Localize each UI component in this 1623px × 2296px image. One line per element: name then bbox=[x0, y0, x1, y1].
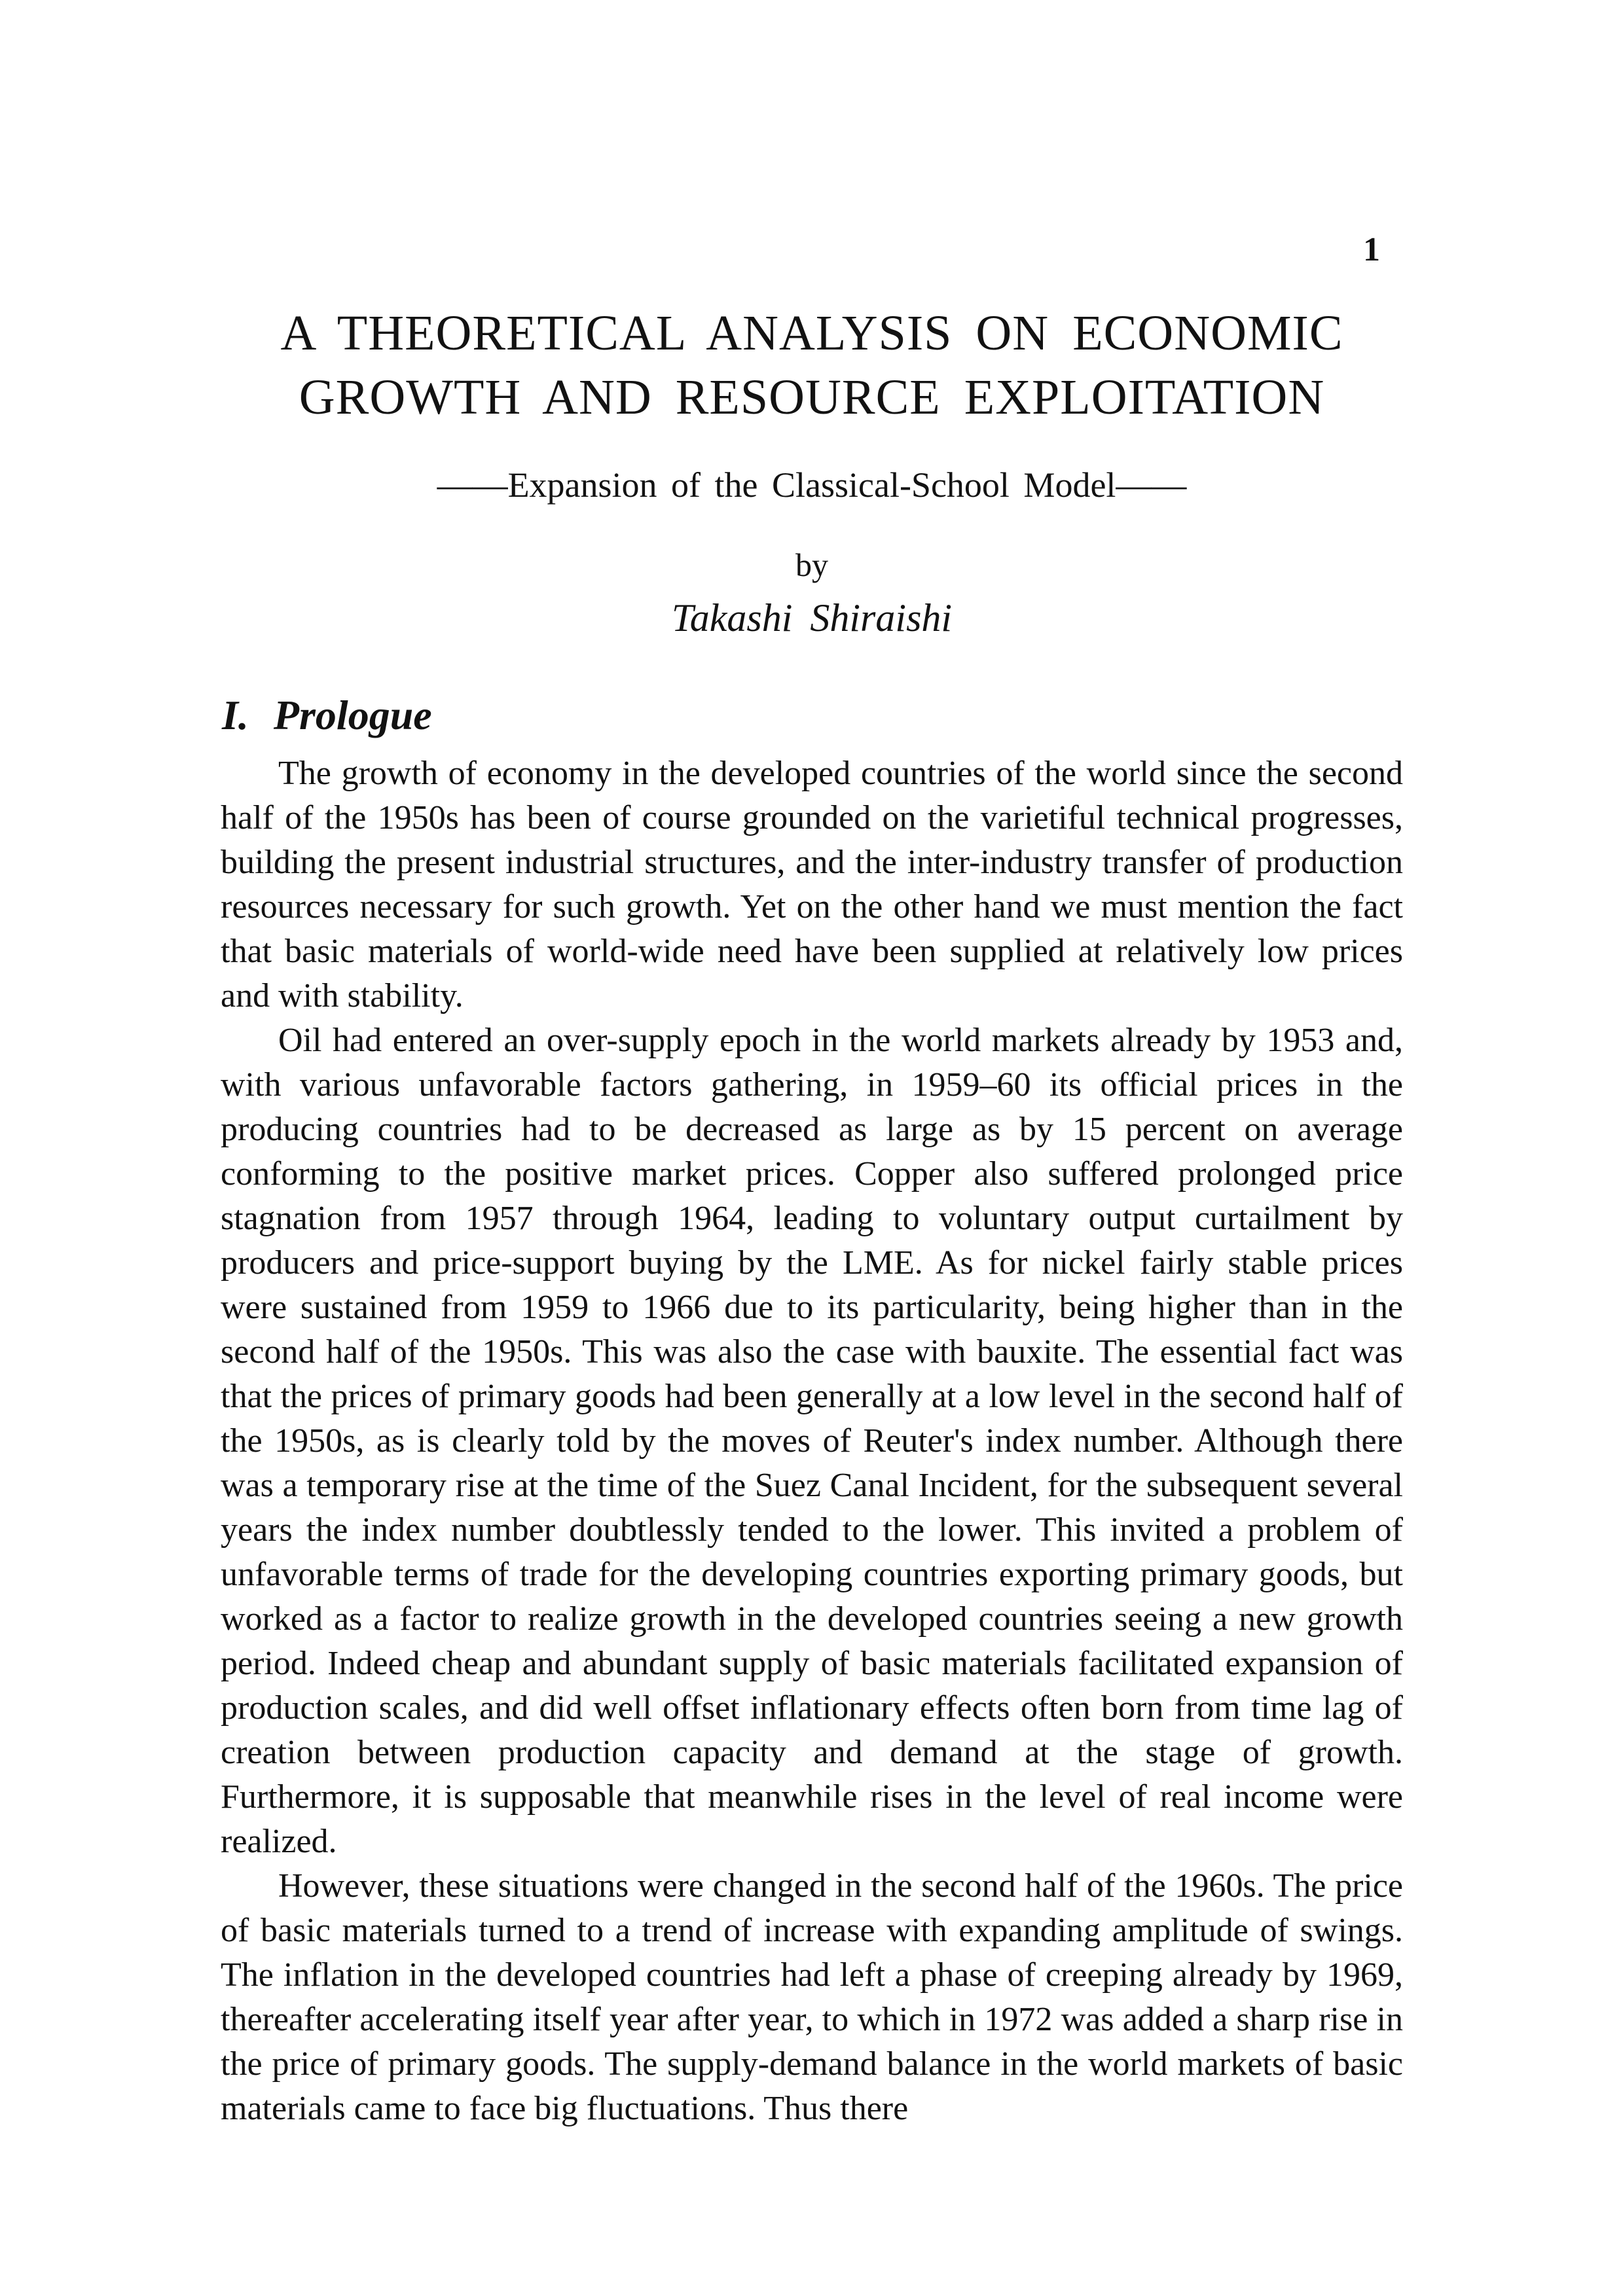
section-heading bbox=[222, 691, 432, 740]
body-text bbox=[221, 751, 1403, 2131]
paragraph-2: Oil had entered an over-supply epoch in the world markets already by 1953 and, with various unfavorable factors gathering, in 1959–60 its official prices in the producing countries had to be decreased as large as by 15 percent on average conforming to the positive market prices. Copper also suffered prolonged price stagnation from 1957 through 1964, leading to voluntary output curtailment by producers and price-support buying by the LME. As for nickel fairly stable prices were sustained from 1959 to 1966 due to its particularity, being higher than in the second half of the 1950s. This was also the case with bauxite. The essential fact was that the prices of primary goods had been generally at a low level in the second half of the 1950s, as is clearly told by the moves of Reuter's index number. Although there was a temporary rise at the time of the Suez Canal Incident, for the subsequent several years the index number doubtlessly tended to the lower. This invited a problem of unfavorable terms of trade for the developing countries exporting primary goods, but worked as a factor to realize growth in the developed countries seeing a new growth period. Indeed cheap and abundant supply of basic materials facilitated expansion of production scales, and did well offset inflationary effects often born from time lag of creation between production capacity and demand at the stage of growth. Furthermore, it is supposable that meanwhile rises in the level of real income were realized. bbox=[221, 1022, 1403, 1860]
paragraph-3: However, these situations were changed in the second half of the 1960s. The price of basic materials turned to a trend of increase with expanding amplitude of swings. The inflation in the developed countries had left a phase of creeping already by 1969, thereafter accelerating itself year after year, to which in 1972 was added a sharp rise in the price of primary goods. The supply-demand balance in the world markets of basic materials came to face big fluctuations. Thus there bbox=[221, 1867, 1403, 2127]
paper-title-line-1: A THEORETICAL ANALYSIS ON ECONOMIC bbox=[280, 306, 1343, 361]
section-title: Prologue bbox=[273, 692, 432, 738]
section-number: I. bbox=[222, 692, 249, 738]
paragraph-1: The growth of economy in the developed countries of the world since the second half of the 1950s has been of course grounded on the varietiful technical progresses, building the present industrial structures, and the inter-industry transfer of production resources necessary for such growth. Yet on the other hand we must mention the fact that basic materials of world-wide need have been supplied at relatively low prices and with stability. bbox=[221, 755, 1403, 1014]
paper-title bbox=[221, 301, 1403, 429]
page-number: 1 bbox=[1363, 231, 1380, 268]
byline-prefix: by bbox=[795, 547, 828, 583]
paper-subtitle: ——Expansion of the Classical-School Model—— bbox=[437, 465, 1187, 505]
paper-title-line-2: GROWTH AND RESOURCE EXPLOITATION bbox=[299, 370, 1325, 425]
author-name: Takashi Shiraishi bbox=[671, 596, 953, 639]
